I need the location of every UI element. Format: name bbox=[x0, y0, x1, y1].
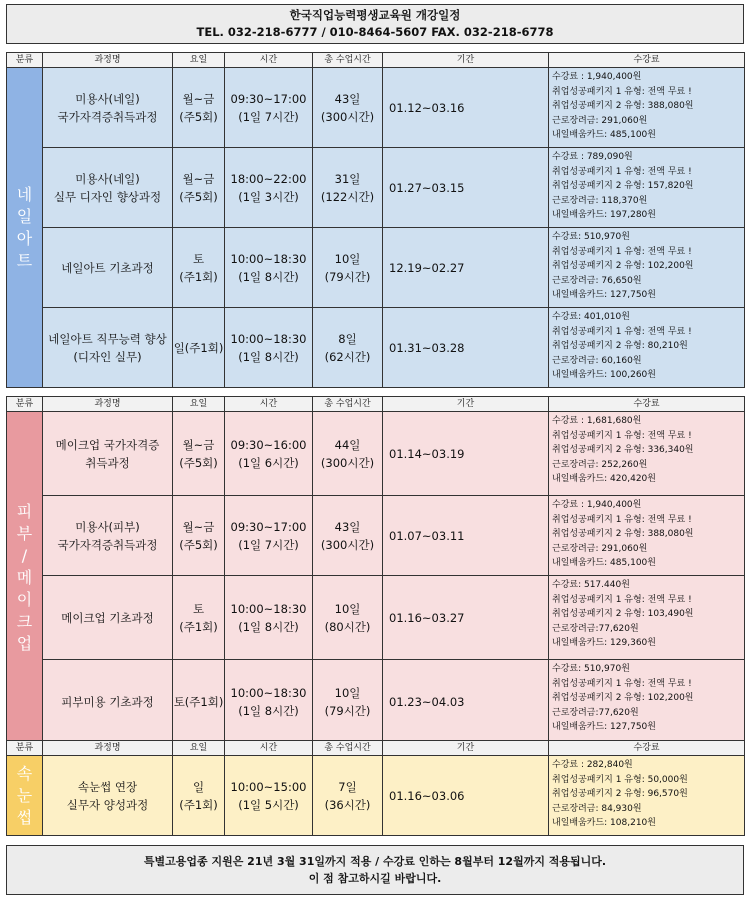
course-total-line: (300시간) bbox=[320, 455, 375, 470]
course-time bbox=[225, 576, 313, 660]
course-period: 01.27~03.15 bbox=[383, 148, 549, 228]
course-time-line: (1일 7시간) bbox=[238, 109, 299, 124]
course-fee-line: 취업성공패키지 1 유형: 전액 무료 ! bbox=[552, 594, 692, 605]
course-period: 01.16~03.06 bbox=[383, 756, 549, 836]
course-days bbox=[173, 756, 225, 836]
course-days bbox=[173, 308, 225, 388]
course-time-line: (1일 3시간) bbox=[238, 189, 299, 204]
course-fee-line: 취업성공패키지 1 유형: 전액 무료 ! bbox=[552, 678, 692, 689]
course-name bbox=[43, 756, 173, 836]
course-fee-line: 취업성공패키지 1 유형: 전액 무료 ! bbox=[552, 514, 692, 525]
course-time bbox=[225, 228, 313, 308]
course-name-line: 속눈썹 연장 bbox=[77, 779, 138, 794]
course-days-line: 월~금 bbox=[182, 171, 215, 186]
course-time-line: (1일 8시간) bbox=[238, 619, 299, 634]
course-fee-line: 수강료 : 1,940,400원 bbox=[552, 72, 642, 82]
course-fee-line: 취업성공패키지 1 유형: 전액 무료 ! bbox=[552, 246, 692, 257]
table-row bbox=[7, 228, 745, 308]
course-total-line: 43일 bbox=[334, 91, 361, 106]
column-header-course: 과정명 bbox=[43, 397, 173, 412]
course-fee-line: 내일배움카드: 108,210원 bbox=[552, 818, 656, 828]
course-time bbox=[225, 756, 313, 836]
schedule-header bbox=[6, 4, 744, 44]
course-fee-line: 취업성공패키지 2 유형: 336,340원 bbox=[552, 445, 694, 455]
course-time-line: 10:00~18:30 bbox=[230, 331, 307, 346]
course-fee bbox=[549, 308, 745, 388]
course-total-line: (80시간) bbox=[324, 619, 371, 634]
course-fee-line: 수강료 : 1,940,400원 bbox=[552, 500, 642, 510]
course-time-line: 09:30~17:00 bbox=[230, 519, 307, 534]
course-time-line: (1일 6시간) bbox=[238, 455, 299, 470]
course-total-line: (62시간) bbox=[324, 349, 371, 364]
course-fee-line: 취업성공패키지 2 유형: 96,570원 bbox=[552, 789, 688, 799]
header-title: 한국직업능력평생교육원 개강일정 bbox=[289, 8, 461, 22]
column-header-category: 분류 bbox=[7, 397, 43, 412]
course-days-line: (주1회) bbox=[179, 269, 218, 284]
course-fee-line: 근로장려금:77,620원 bbox=[552, 707, 639, 718]
course-fee-line: 내일배움카드: 129,360원 bbox=[552, 638, 656, 648]
course-name-line: 실무자 양성과정 bbox=[66, 797, 149, 812]
course-fee bbox=[549, 68, 745, 148]
column-header-course: 과정명 bbox=[43, 53, 173, 68]
course-fee-line: 근로장려금: 60,160원 bbox=[552, 355, 642, 366]
course-days bbox=[173, 496, 225, 576]
footer-line-2: 이 점 참고하시길 바랍니다. bbox=[308, 872, 442, 885]
course-period: 01.07~03.11 bbox=[383, 496, 549, 576]
table-row bbox=[7, 496, 745, 576]
course-days-line: 토 bbox=[192, 251, 205, 266]
course-time bbox=[225, 660, 313, 744]
category-label bbox=[7, 412, 43, 744]
course-time-line: (1일 8시간) bbox=[238, 703, 299, 718]
table-row bbox=[7, 308, 745, 388]
course-total-line: (79시간) bbox=[324, 703, 371, 718]
course-total-hours bbox=[313, 496, 383, 576]
course-total-hours bbox=[313, 308, 383, 388]
course-total-line: (122시간) bbox=[320, 189, 375, 204]
course-days bbox=[173, 148, 225, 228]
course-days bbox=[173, 68, 225, 148]
category-char: / bbox=[21, 545, 28, 565]
course-fee bbox=[549, 756, 745, 836]
course-fee-line: 수강료: 401,010원 bbox=[552, 312, 630, 322]
course-time bbox=[225, 148, 313, 228]
course-fee-line: 수강료: 510,970원 bbox=[552, 232, 630, 242]
column-header-fee: 수강료 bbox=[549, 741, 745, 756]
column-header-category: 분류 bbox=[7, 53, 43, 68]
course-period: 01.14~03.19 bbox=[383, 412, 549, 496]
section-eyelash bbox=[6, 740, 744, 836]
course-name bbox=[43, 660, 173, 744]
course-fee-line: 수강료 : 282,840원 bbox=[552, 760, 633, 770]
course-days-line: 월~금 bbox=[182, 91, 215, 106]
course-name-line: 네일아트 기초과정 bbox=[61, 260, 154, 275]
course-days-line: (주1회) bbox=[179, 797, 218, 812]
course-name bbox=[43, 496, 173, 576]
course-name-line: 실무 디자인 향상과정 bbox=[53, 189, 162, 204]
category-label bbox=[7, 756, 43, 836]
course-total-line: 44일 bbox=[334, 437, 361, 452]
course-fee bbox=[549, 148, 745, 228]
course-fee-line: 근로장려금: 252,260원 bbox=[552, 459, 648, 470]
course-fee bbox=[549, 412, 745, 496]
category-char: 메 bbox=[16, 567, 33, 587]
course-time-line: 09:30~17:00 bbox=[230, 91, 307, 106]
column-header-days: 요일 bbox=[173, 397, 225, 412]
course-days-line: (주5회) bbox=[179, 455, 218, 470]
course-fee-line: 내일배움카드: 485,100원 bbox=[552, 558, 656, 568]
course-time-line: 10:00~18:30 bbox=[230, 685, 307, 700]
column-header-total: 총 수업시간 bbox=[313, 53, 383, 68]
course-days-line: (주5회) bbox=[179, 109, 218, 124]
course-days-line: (주5회) bbox=[179, 189, 218, 204]
course-total-hours bbox=[313, 68, 383, 148]
course-days-line: 일 bbox=[192, 779, 205, 794]
course-name-line: 피부미용 기초과정 bbox=[61, 694, 154, 709]
category-char: 크 bbox=[16, 611, 33, 631]
category-char: 아 bbox=[16, 228, 33, 248]
course-total-line: 8일 bbox=[338, 331, 357, 346]
course-time-line: (1일 8시간) bbox=[238, 269, 299, 284]
course-name bbox=[43, 576, 173, 660]
column-header-row bbox=[7, 53, 745, 68]
column-header-time: 시간 bbox=[225, 741, 313, 756]
table-row bbox=[7, 756, 745, 836]
course-total-hours bbox=[313, 660, 383, 744]
course-period: 01.16~03.27 bbox=[383, 576, 549, 660]
column-header-period: 기간 bbox=[383, 53, 549, 68]
course-period: 01.12~03.16 bbox=[383, 68, 549, 148]
column-header-time: 시간 bbox=[225, 53, 313, 68]
course-name-line: (디자인 실무) bbox=[73, 349, 142, 364]
course-fee-line: 취업성공패키지 2 유형: 103,490원 bbox=[552, 609, 694, 619]
schedule-table bbox=[6, 740, 745, 836]
course-time-line: (1일 7시간) bbox=[238, 537, 299, 552]
notice-footer bbox=[6, 845, 744, 895]
course-fee-line: 내일배움카드: 127,750원 bbox=[552, 722, 656, 732]
course-total-line: 10일 bbox=[334, 251, 361, 266]
course-time bbox=[225, 308, 313, 388]
table-row bbox=[7, 68, 745, 148]
course-total-line: (36시간) bbox=[324, 797, 371, 812]
course-name-line: 메이크업 기초과정 bbox=[61, 610, 154, 625]
course-fee bbox=[549, 660, 745, 744]
course-name bbox=[43, 228, 173, 308]
course-period: 12.19~02.27 bbox=[383, 228, 549, 308]
course-fee-line: 내일배움카드: 485,100원 bbox=[552, 130, 656, 140]
course-fee-line: 내일배움카드: 197,280원 bbox=[552, 210, 656, 220]
category-char: 눈 bbox=[16, 785, 33, 805]
course-days-line: 일(주1회) bbox=[173, 340, 224, 355]
course-total-line: 10일 bbox=[334, 685, 361, 700]
course-fee-line: 수강료 : 789,090원 bbox=[552, 152, 633, 162]
course-fee-line: 근로장려금: 76,650원 bbox=[552, 275, 642, 286]
course-fee bbox=[549, 496, 745, 576]
course-time bbox=[225, 68, 313, 148]
course-fee-line: 취업성공패키지 2 유형: 102,200원 bbox=[552, 261, 694, 271]
course-name bbox=[43, 148, 173, 228]
course-total-hours bbox=[313, 576, 383, 660]
course-total-line: 43일 bbox=[334, 519, 361, 534]
course-total-line: 7일 bbox=[338, 779, 357, 794]
table-row bbox=[7, 148, 745, 228]
column-header-fee: 수강료 bbox=[549, 397, 745, 412]
course-fee-line: 취업성공패키지 1 유형: 전액 무료 ! bbox=[552, 326, 692, 337]
column-header-category: 분류 bbox=[7, 741, 43, 756]
course-time-line: 10:00~18:30 bbox=[230, 601, 307, 616]
course-name-line: 국가자격증취득과정 bbox=[57, 109, 158, 124]
course-name-line: 미용사(네일) bbox=[75, 91, 140, 106]
course-name bbox=[43, 68, 173, 148]
column-header-days: 요일 bbox=[173, 741, 225, 756]
schedule-table bbox=[6, 52, 745, 388]
course-fee-line: 근로장려금: 291,060원 bbox=[552, 115, 648, 126]
course-time-line: 09:30~16:00 bbox=[230, 437, 307, 452]
column-header-total: 총 수업시간 bbox=[313, 397, 383, 412]
course-fee-line: 취업성공패키지 1 유형: 전액 무료 ! bbox=[552, 86, 692, 97]
footer-line-1: 특별고용업종 지원은 21년 3월 31일까지 적용 / 수강료 인하는 8월부터 12월까지 적용됩니다. bbox=[143, 855, 607, 868]
column-header-fee: 수강료 bbox=[549, 53, 745, 68]
column-header-days: 요일 bbox=[173, 53, 225, 68]
course-days-line: (주5회) bbox=[179, 537, 218, 552]
course-days-line: (주1회) bbox=[179, 619, 218, 634]
course-fee-line: 취업성공패키지 2 유형: 80,210원 bbox=[552, 341, 688, 351]
course-days-line: 토 bbox=[192, 601, 205, 616]
category-char: 일 bbox=[16, 206, 33, 226]
course-name-line: 메이크업 국가자격증 bbox=[55, 437, 160, 452]
schedule-table bbox=[6, 396, 745, 744]
course-fee-line: 수강료: 510,970원 bbox=[552, 664, 630, 674]
course-fee-line: 근로장려금: 291,060원 bbox=[552, 543, 648, 554]
column-header-row bbox=[7, 741, 745, 756]
course-total-line: (79시간) bbox=[324, 269, 371, 284]
course-days-line: 토(주1회) bbox=[173, 694, 224, 709]
course-period: 01.31~03.28 bbox=[383, 308, 549, 388]
category-char: 부 bbox=[16, 523, 33, 543]
course-fee-line: 취업성공패키지 2 유형: 102,200원 bbox=[552, 693, 694, 703]
course-time-line: (1일 8시간) bbox=[238, 349, 299, 364]
course-total-hours bbox=[313, 412, 383, 496]
course-fee-line: 취업성공패키지 1 유형: 50,000원 bbox=[552, 774, 688, 785]
course-days bbox=[173, 228, 225, 308]
course-time-line: 10:00~18:30 bbox=[230, 251, 307, 266]
course-fee-line: 근로장려금: 118,370원 bbox=[552, 195, 648, 206]
course-name-line: 네일아트 직무능력 향상 bbox=[48, 331, 167, 346]
column-header-time: 시간 bbox=[225, 397, 313, 412]
column-header-course: 과정명 bbox=[43, 741, 173, 756]
column-header-total: 총 수업시간 bbox=[313, 741, 383, 756]
course-fee-line: 취업성공패키지 1 유형: 전액 무료 ! bbox=[552, 166, 692, 177]
column-header-period: 기간 bbox=[383, 397, 549, 412]
course-fee-line: 취업성공패키지 2 유형: 388,080원 bbox=[552, 101, 694, 111]
course-fee-line: 근로장려금:77,620원 bbox=[552, 623, 639, 634]
header-contact: TEL. 032-218-6777 / 010-8464-5607 FAX. 032-218-6778 bbox=[196, 25, 554, 39]
section-nail-art bbox=[6, 52, 744, 388]
course-name bbox=[43, 308, 173, 388]
category-char: 업 bbox=[16, 633, 33, 653]
course-fee-line: 근로장려금: 84,930원 bbox=[552, 803, 642, 814]
course-fee-line: 내일배움카드: 420,420원 bbox=[552, 474, 656, 484]
category-char: 속 bbox=[16, 763, 33, 783]
course-total-line: 10일 bbox=[334, 601, 361, 616]
course-total-hours bbox=[313, 756, 383, 836]
course-days bbox=[173, 576, 225, 660]
course-name-line: 미용사(피부) bbox=[75, 519, 140, 534]
course-days bbox=[173, 660, 225, 744]
table-row bbox=[7, 660, 745, 744]
course-name-line: 취득과정 bbox=[85, 455, 130, 470]
course-name-line: 국가자격증취득과정 bbox=[57, 537, 158, 552]
course-fee-line: 취업성공패키지 2 유형: 157,820원 bbox=[552, 181, 694, 191]
course-fee-line: 수강료: 517.440원 bbox=[552, 580, 630, 590]
section-skin-makeup bbox=[6, 396, 744, 744]
course-total-line: (300시간) bbox=[320, 109, 375, 124]
category-char: 피 bbox=[16, 501, 33, 521]
course-time-line: 18:00~22:00 bbox=[230, 171, 307, 186]
course-time bbox=[225, 496, 313, 576]
course-time-line: 10:00~15:00 bbox=[230, 779, 307, 794]
table-row bbox=[7, 576, 745, 660]
course-name bbox=[43, 412, 173, 496]
column-header-row bbox=[7, 397, 745, 412]
course-fee-line: 내일배움카드: 100,260원 bbox=[552, 370, 656, 380]
category-char: 트 bbox=[16, 250, 33, 270]
course-fee-line: 취업성공패키지 1 유형: 전액 무료 ! bbox=[552, 430, 692, 441]
course-total-line: 31일 bbox=[334, 171, 361, 186]
category-label bbox=[7, 68, 43, 388]
course-name-line: 미용사(네일) bbox=[75, 171, 140, 186]
course-time bbox=[225, 412, 313, 496]
course-total-line: (300시간) bbox=[320, 537, 375, 552]
course-days-line: 월~금 bbox=[182, 437, 215, 452]
table-row bbox=[7, 412, 745, 496]
course-fee bbox=[549, 576, 745, 660]
category-char: 네 bbox=[16, 184, 33, 204]
column-header-period: 기간 bbox=[383, 741, 549, 756]
course-fee-line: 수강료 : 1,681,680원 bbox=[552, 416, 642, 426]
category-char: 썹 bbox=[16, 807, 33, 827]
course-days bbox=[173, 412, 225, 496]
category-char: 이 bbox=[16, 589, 33, 609]
course-period: 01.23~04.03 bbox=[383, 660, 549, 744]
course-fee-line: 취업성공패키지 2 유형: 388,080원 bbox=[552, 529, 694, 539]
course-total-hours bbox=[313, 228, 383, 308]
course-fee-line: 내일배움카드: 127,750원 bbox=[552, 290, 656, 300]
course-days-line: 월~금 bbox=[182, 519, 215, 534]
course-time-line: (1일 5시간) bbox=[238, 797, 299, 812]
course-total-hours bbox=[313, 148, 383, 228]
course-fee bbox=[549, 228, 745, 308]
